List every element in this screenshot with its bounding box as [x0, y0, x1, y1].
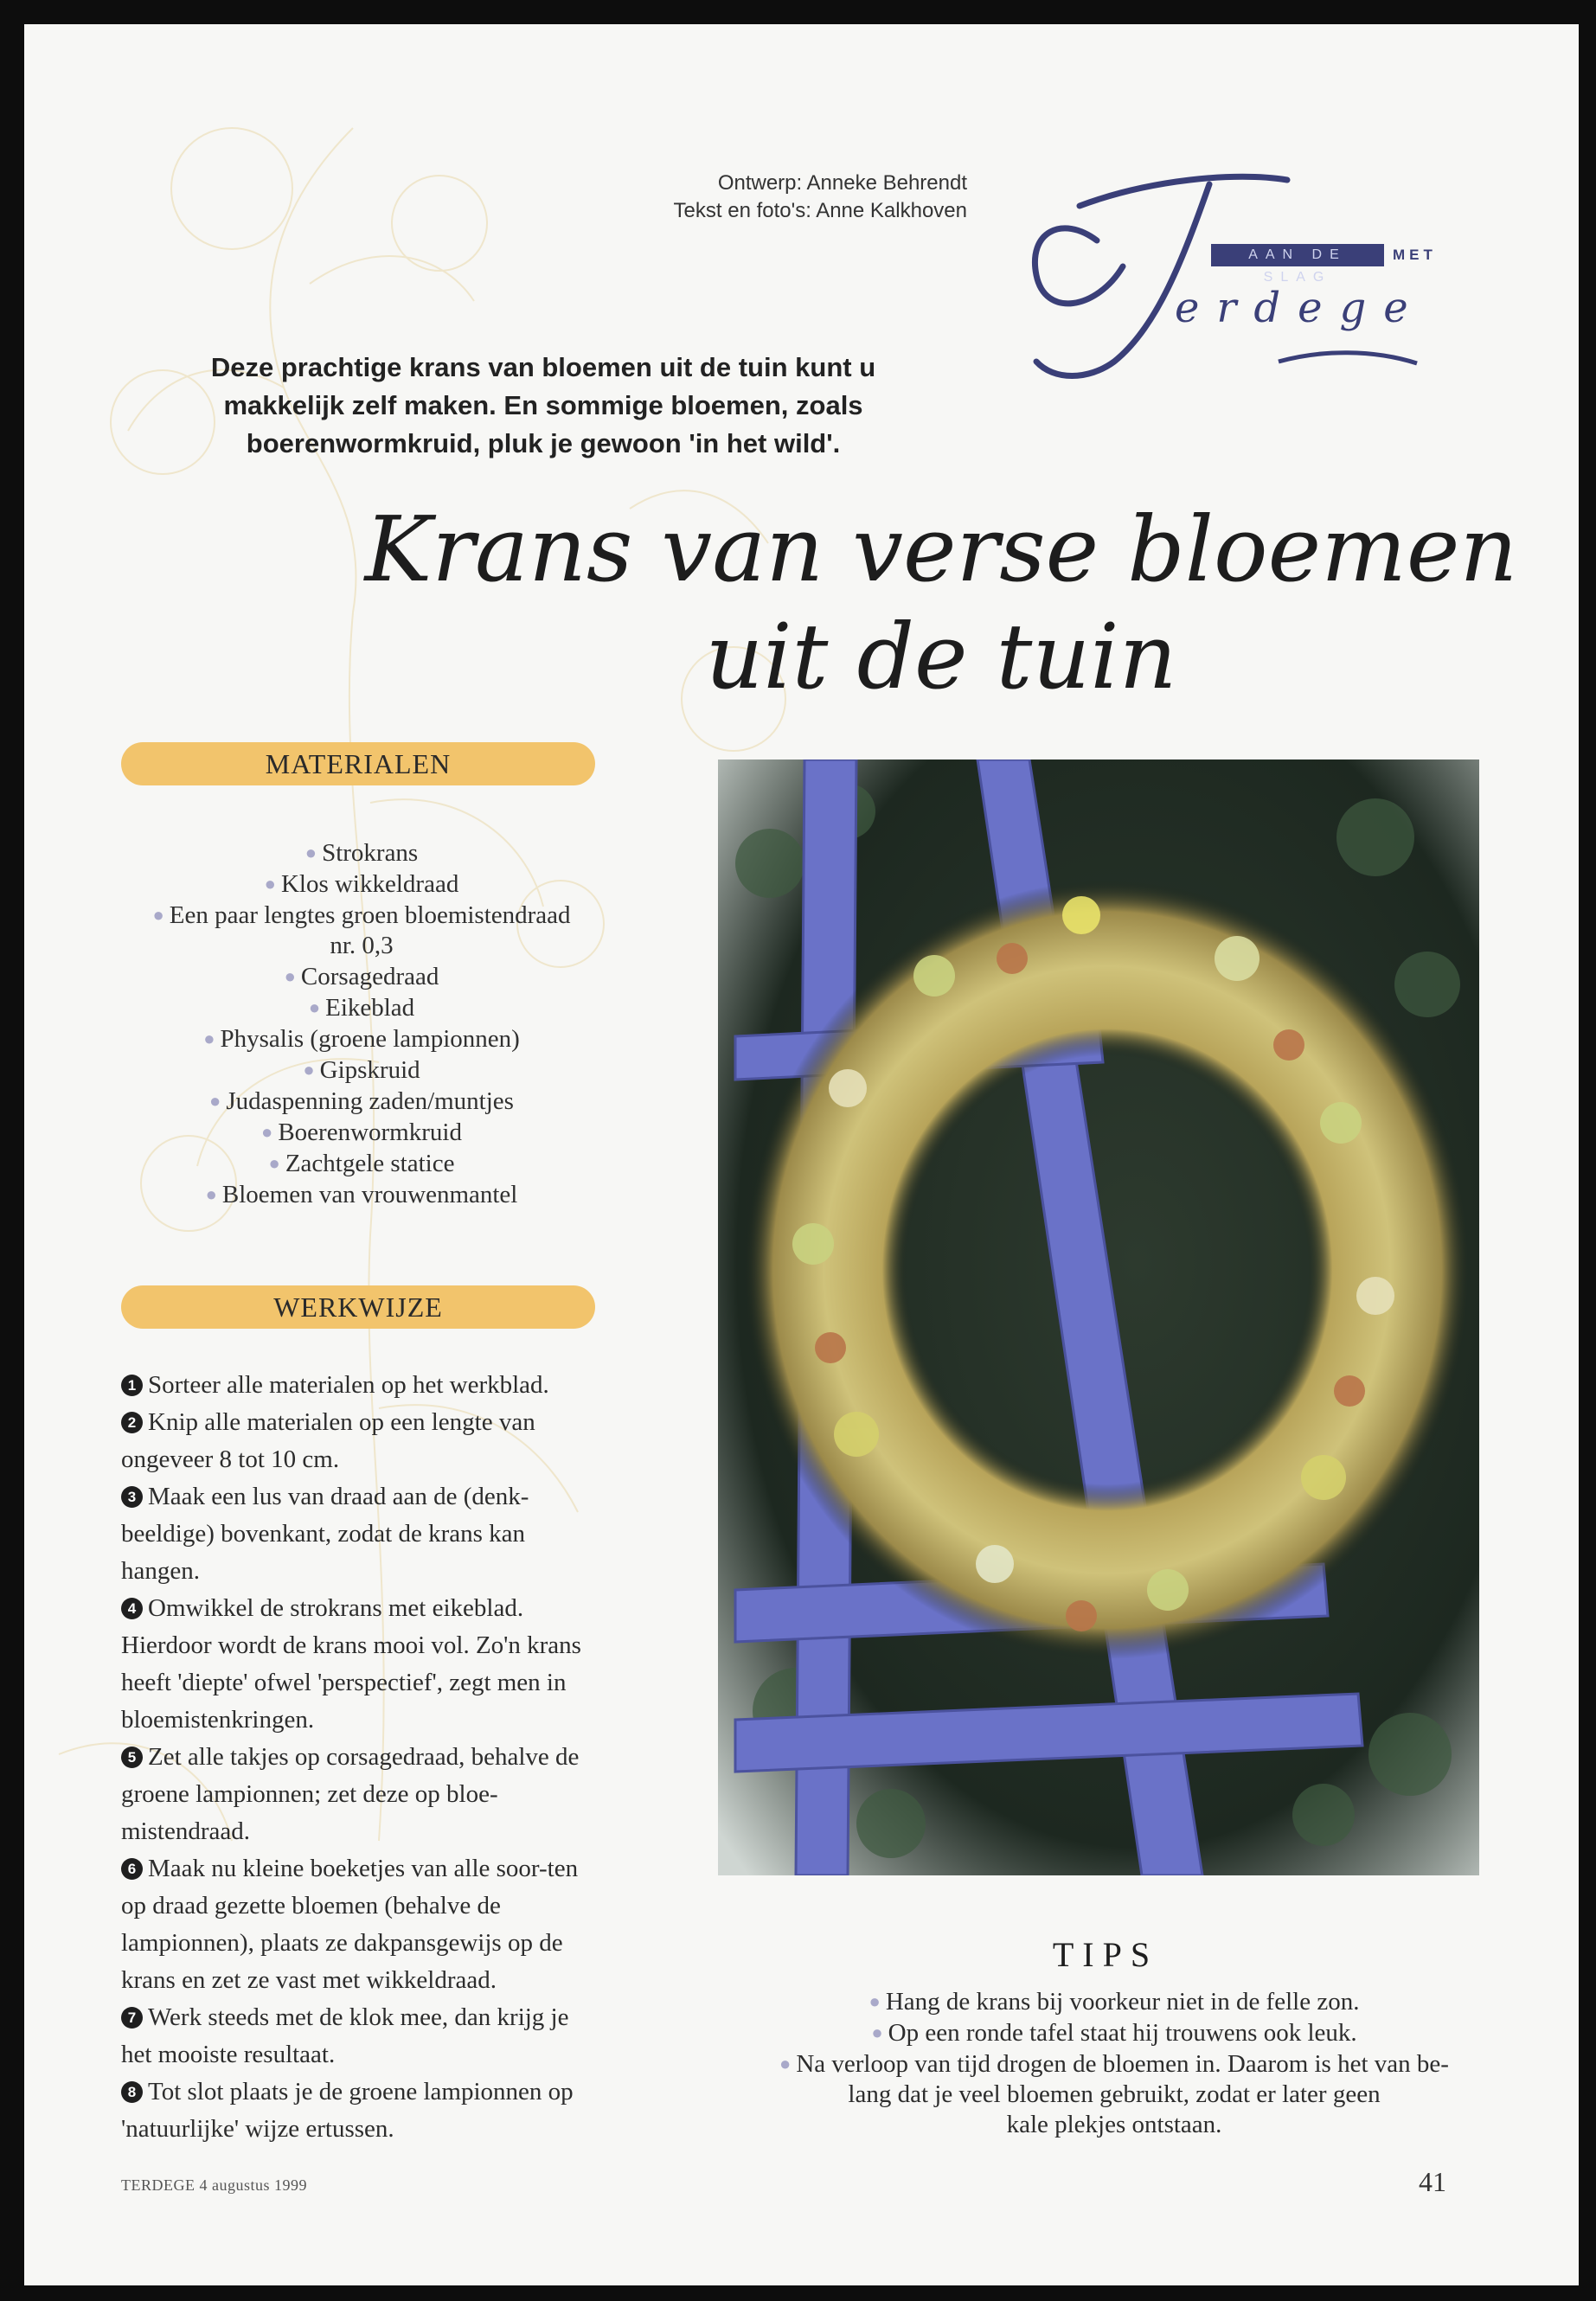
scan-border-left [0, 0, 24, 2301]
tip-item: ● Hang de krans bij voorkeur niet in de felle zon. [869, 1988, 1360, 2016]
article-title [327, 496, 1555, 710]
bullet-icon: ● [284, 965, 296, 987]
step-item: 4 Omwikkel de strokrans met eikeblad. Hierdoor wordt de krans mooi vol. Zo'n krans heeft 'diepte' ofwel 'perspectief', zegt men in bloemistenkringen. [121, 1594, 581, 1734]
tip-continuation: kale plekjes ontstaan. [1006, 2111, 1222, 2138]
tip-item: ● Op een ronde tafel staat hij trouwens ook leuk. [871, 2019, 1357, 2047]
bullet-icon: ● [261, 1121, 273, 1143]
step-number-icon: 6 [121, 1858, 143, 1880]
bullet-icon: ● [303, 1059, 315, 1080]
step-number-icon: 4 [121, 1598, 143, 1619]
list-item: ● Physalis (groene lampionnen) [203, 1025, 520, 1053]
step-item: 3 Maak een lus van draad aan de (denk-beeldige) bovenkant, zodat de krans kan hangen. [121, 1483, 529, 1585]
intro-line: makkelijk zelf maken. En sommige bloemen, zoals [223, 390, 863, 420]
logo-banner: AAN DE SLAG [1211, 244, 1384, 266]
bullet-icon: ● [205, 1183, 217, 1205]
credit-text-photos: Tekst en foto's: Anne Kalkhoven [673, 199, 967, 222]
step-item: 8 Tot slot plaats je de groene lampionnen op 'natuurlijke' wijze ertussen. [121, 2078, 574, 2143]
list-item: ● Een paar lengtes groen bloemistendraad [152, 901, 571, 929]
intro-line: Deze prachtige krans van bloemen uit de tuin kunt u [210, 352, 876, 382]
wreath-photo [718, 760, 1479, 1875]
step-number-icon: 2 [121, 1412, 143, 1433]
bullet-icon: ● [264, 873, 276, 894]
list-item-continuation: nr. 0,3 [330, 932, 394, 959]
bullet-icon: ● [779, 2053, 792, 2074]
terdege-logo-icon [1010, 154, 1460, 396]
bullet-icon: ● [203, 1028, 215, 1049]
step-number-icon: 3 [121, 1486, 143, 1508]
magazine-page [24, 24, 1579, 2285]
title-line: uit de tuin [705, 604, 1177, 709]
list-item: ● Corsagedraad [284, 963, 439, 990]
publication-footer: TERDEGE 4 augustus 1999 [121, 2176, 307, 2194]
list-item: ● Judaspenning zaden/muntjes [209, 1087, 514, 1115]
scan-border-right [1579, 0, 1596, 2301]
intro-line: boerenwormkruid, pluk je gewoon 'in het wild'. [246, 428, 841, 458]
page-number: 41 [1419, 2166, 1446, 2197]
step-number-icon: 8 [121, 2081, 143, 2103]
tips-heading: TIPS [1052, 1935, 1159, 1974]
scan-border-bottom [0, 2285, 1596, 2301]
intro-paragraph [119, 349, 967, 463]
list-item: ● Klos wikkeldraad [264, 870, 459, 898]
list-item: ● Gipskruid [303, 1056, 420, 1084]
tips-list [682, 1986, 1547, 2140]
method-steps [121, 1367, 606, 2148]
bullet-icon: ● [871, 2022, 883, 2043]
method-heading: WERKWIJZE [121, 1285, 595, 1329]
step-number-icon: 7 [121, 2007, 143, 2029]
logo-wordmark: erdege [1175, 284, 1426, 332]
materials-heading: MATERIALEN [121, 742, 595, 785]
tip-item: ● Na verloop van tijd drogen de bloemen in. Daarom is het van be- [779, 2050, 1449, 2078]
step-item: 6 Maak nu kleine boeketjes van alle soor-ten op draad gezette bloemen (behalve de lampionnen), plaats ze dakpansgewijs op de krans en zet ze vast met wikkeldraad. [121, 1855, 579, 1994]
step-item: 1 Sorteer alle materialen op het werkblad. [121, 1367, 606, 1404]
list-item: ● Eikeblad [308, 994, 415, 1022]
logo-met: MET [1393, 247, 1437, 263]
bullet-icon: ● [304, 842, 317, 863]
title-line: Krans van verse bloemen [364, 497, 1518, 602]
step-item: 7 Werk steeds met de klok mee, dan krijg je het mooiste resultaat. [121, 2003, 569, 2068]
step-item: 2 Knip alle materialen op een lengte van ongeveer 8 tot 10 cm. [121, 1408, 535, 1473]
credit-design: Ontwerp: Anneke Behrendt [717, 171, 967, 195]
step-number-icon: 1 [121, 1375, 143, 1396]
list-item: ● Strokrans [304, 839, 419, 867]
credits [630, 170, 967, 225]
bullet-icon: ● [209, 1090, 221, 1112]
step-item: 5 Zet alle takjes op corsagedraad, behalve de groene lampionnen; zet deze op bloe-mistendraad. [121, 1743, 580, 1845]
list-item: ● Boerenwormkruid [261, 1118, 462, 1146]
bullet-icon: ● [152, 904, 164, 926]
materials-list [111, 837, 612, 1210]
tip-continuation: lang dat je veel bloemen gebruikt, zodat er later geen [848, 2080, 1381, 2108]
bullet-icon: ● [869, 1990, 881, 2012]
list-item: ● Bloemen van vrouwenmantel [205, 1181, 518, 1208]
bullet-icon: ● [308, 997, 321, 1018]
step-number-icon: 5 [121, 1747, 143, 1768]
scan-border-top [0, 0, 1596, 24]
list-item: ● Zachtgele statice [268, 1150, 455, 1177]
bullet-icon: ● [268, 1152, 280, 1174]
